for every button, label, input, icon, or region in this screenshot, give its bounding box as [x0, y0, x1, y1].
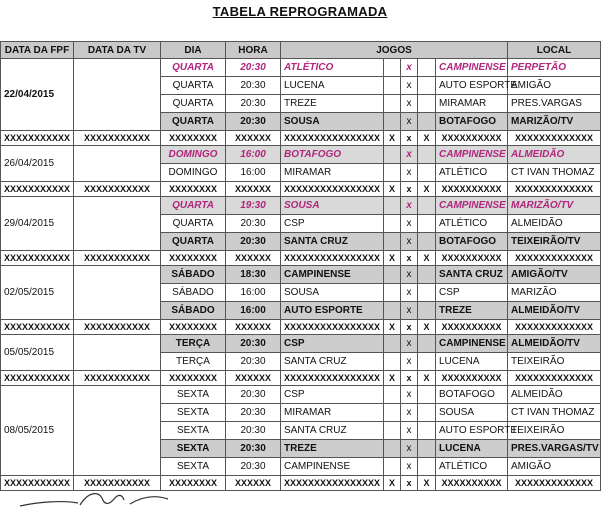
cell-placeholder: XXXXXXXXXXX: [1, 371, 74, 386]
cell-hora: 20:30: [226, 59, 281, 77]
separator-row: [1, 371, 601, 386]
cell-dia: SEXTA: [161, 386, 226, 404]
cell-versus: x: [401, 77, 418, 95]
cell-hora: 20:30: [226, 404, 281, 422]
cell-placeholder: XXXXXX: [226, 182, 281, 197]
cell-hora: 20:30: [226, 215, 281, 233]
date-fpf: 02/05/2015: [1, 266, 74, 320]
cell-placeholder: x: [401, 320, 418, 335]
cell-away-team: CAMPINENSE: [436, 146, 508, 164]
cell-local: AMIGÃO: [508, 77, 601, 95]
cell-placeholder: XXXXXXXXXXXXX: [508, 320, 601, 335]
date-tv: [74, 59, 161, 131]
cell-dia: QUARTA: [161, 113, 226, 131]
header-data-tv: DATA DA TV: [74, 42, 161, 59]
cell-dia: QUARTA: [161, 95, 226, 113]
cell-placeholder: XXXXXXXXXXX: [74, 182, 161, 197]
cell-placeholder: XXXXXXXXXXXXX: [508, 131, 601, 146]
header-row: [1, 42, 601, 59]
cell-placeholder: XXXXXXXXXXX: [1, 251, 74, 266]
table-row: [1, 266, 601, 284]
table-row: [1, 59, 601, 77]
cell-versus: x: [401, 95, 418, 113]
cell-placeholder: X: [418, 251, 436, 266]
cell-hora: 20:30: [226, 458, 281, 476]
cell-placeholder: XXXXXXXXXX: [436, 371, 508, 386]
cell-home-team: ATLÉTICO: [281, 59, 384, 77]
cell-home-team: CSP: [281, 386, 384, 404]
separator-row: [1, 320, 601, 335]
cell-hora: 20:30: [226, 335, 281, 353]
cell-away-team: MIRAMAR: [436, 95, 508, 113]
cell-local: PRES.VARGAS: [508, 95, 601, 113]
date-fpf: 26/04/2015: [1, 146, 74, 182]
cell-placeholder: x: [401, 251, 418, 266]
cell-dia: SEXTA: [161, 440, 226, 458]
table-row: [1, 197, 601, 215]
cell-home-team: SANTA CRUZ: [281, 233, 384, 251]
cell-placeholder: XXXXXXXXXXX: [1, 476, 74, 491]
cell-placeholder: X: [418, 131, 436, 146]
cell-local: MARIZÃO: [508, 284, 601, 302]
cell-placeholder: XXXXXX: [226, 371, 281, 386]
cell-placeholder: X: [418, 476, 436, 491]
cell-away-team: SOUSA: [436, 404, 508, 422]
cell-placeholder: XXXXXXXXXXX: [74, 131, 161, 146]
cell-placeholder: XXXXXX: [226, 131, 281, 146]
cell-hora: 20:30: [226, 233, 281, 251]
cell-dia: DOMINGO: [161, 146, 226, 164]
cell-home-team: MIRAMAR: [281, 164, 384, 182]
cell-local: ALMEIDÃO: [508, 386, 601, 404]
cell-dia: SEXTA: [161, 422, 226, 440]
cell-versus: x: [401, 458, 418, 476]
cell-placeholder: XXXXXXXXXXXXX: [508, 476, 601, 491]
cell-placeholder: XXXXXXXXXXXXX: [508, 371, 601, 386]
cell-hora: 16:00: [226, 146, 281, 164]
date-tv: [74, 197, 161, 251]
cell-placeholder: XXXXXX: [226, 476, 281, 491]
cell-away-team: CAMPINENSE: [436, 59, 508, 77]
cell-home-team: BOTAFOGO: [281, 146, 384, 164]
cell-home-team: AUTO ESPORTE: [281, 302, 384, 320]
separator-row: [1, 182, 601, 197]
cell-hora: 20:30: [226, 386, 281, 404]
cell-placeholder: XXXXXXXX: [161, 476, 226, 491]
cell-hora: 20:30: [226, 440, 281, 458]
date-fpf: 08/05/2015: [1, 386, 74, 476]
cell-placeholder: XXXXXXXXXXXXXXXX: [281, 251, 384, 266]
cell-placeholder: XXXXXXXXXX: [436, 131, 508, 146]
cell-placeholder: XXXXXXXXXXXXX: [508, 182, 601, 197]
cell-hora: 20:30: [226, 422, 281, 440]
cell-hora: 19:30: [226, 197, 281, 215]
cell-home-team: TREZE: [281, 440, 384, 458]
cell-placeholder: XXXXXXXXXX: [436, 476, 508, 491]
cell-placeholder: XXXXXXXX: [161, 131, 226, 146]
signature-scribble: [18, 490, 208, 509]
cell-local: ALMEIDÃO/TV: [508, 335, 601, 353]
date-fpf: 29/04/2015: [1, 197, 74, 251]
cell-placeholder: X: [418, 320, 436, 335]
header-jogos: JOGOS: [281, 42, 508, 59]
cell-placeholder: XXXXXX: [226, 320, 281, 335]
cell-dia: TERÇA: [161, 335, 226, 353]
cell-away-team: BOTAFOGO: [436, 113, 508, 131]
cell-dia: QUARTA: [161, 197, 226, 215]
cell-versus: x: [401, 353, 418, 371]
cell-home-team: SANTA CRUZ: [281, 353, 384, 371]
cell-home-team: CAMPINENSE: [281, 458, 384, 476]
cell-placeholder: x: [401, 476, 418, 491]
cell-placeholder: X: [418, 182, 436, 197]
cell-away-team: LUCENA: [436, 353, 508, 371]
cell-hora: 16:00: [226, 164, 281, 182]
cell-versus: x: [401, 284, 418, 302]
cell-placeholder: XXXXXXXX: [161, 251, 226, 266]
cell-hora: 20:30: [226, 113, 281, 131]
cell-away-team: BOTAFOGO: [436, 233, 508, 251]
cell-away-team: LUCENA: [436, 440, 508, 458]
cell-placeholder: XXXXXXXXXX: [436, 251, 508, 266]
date-tv: [74, 266, 161, 320]
cell-versus: x: [401, 404, 418, 422]
cell-dia: DOMINGO: [161, 164, 226, 182]
cell-placeholder: XXXXXXXXXXXXXXXX: [281, 182, 384, 197]
cell-hora: 18:30: [226, 266, 281, 284]
cell-versus: x: [401, 233, 418, 251]
cell-away-team: SANTA CRUZ: [436, 266, 508, 284]
header-local: LOCAL: [508, 42, 601, 59]
cell-local: ALMEIDÃO/TV: [508, 302, 601, 320]
cell-away-team: AUTO ESPORTE: [436, 422, 508, 440]
cell-home-team: CAMPINENSE: [281, 266, 384, 284]
cell-placeholder: XXXXXX: [226, 251, 281, 266]
cell-hora: 16:00: [226, 302, 281, 320]
date-fpf: 05/05/2015: [1, 335, 74, 371]
cell-local: CT IVAN THOMAZ: [508, 164, 601, 182]
cell-versus: x: [401, 164, 418, 182]
cell-placeholder: XXXXXXXXXXXXXXXX: [281, 320, 384, 335]
cell-dia: QUARTA: [161, 215, 226, 233]
cell-dia: QUARTA: [161, 59, 226, 77]
header-dia: DIA: [161, 42, 226, 59]
separator-row: [1, 131, 601, 146]
cell-home-team: LUCENA: [281, 77, 384, 95]
cell-local: TEIXEIRÃO/TV: [508, 233, 601, 251]
date-fpf: 22/04/2015: [1, 59, 74, 131]
cell-versus: x: [401, 197, 418, 215]
cell-home-team: CSP: [281, 215, 384, 233]
cell-placeholder: XXXXXXXXXX: [436, 182, 508, 197]
cell-home-team: SOUSA: [281, 284, 384, 302]
cell-local: AMIGÃO/TV: [508, 266, 601, 284]
cell-away-team: ATLÉTICO: [436, 458, 508, 476]
cell-versus: x: [401, 335, 418, 353]
cell-placeholder: XXXXXXXXXXX: [74, 320, 161, 335]
cell-placeholder: XXXXXXXXXXX: [1, 320, 74, 335]
cell-away-team: ATLÉTICO: [436, 215, 508, 233]
cell-home-team: SOUSA: [281, 197, 384, 215]
cell-dia: SÁBADO: [161, 284, 226, 302]
cell-placeholder: XXXXXXXXXXXXXXXX: [281, 371, 384, 386]
cell-placeholder: XXXXXXXXXXXXXXXX: [281, 131, 384, 146]
cell-dia: SEXTA: [161, 458, 226, 476]
cell-placeholder: X: [384, 182, 401, 197]
table-row: [1, 386, 601, 404]
cell-placeholder: X: [384, 371, 401, 386]
cell-away-team: BOTAFOGO: [436, 386, 508, 404]
header-data-fpf: DATA DA FPF: [1, 42, 74, 59]
cell-local: MARIZÃO/TV: [508, 197, 601, 215]
cell-home-team: SANTA CRUZ: [281, 422, 384, 440]
cell-local: ALMEIDÃO: [508, 215, 601, 233]
cell-versus: x: [401, 215, 418, 233]
cell-versus: x: [401, 302, 418, 320]
cell-placeholder: XXXXXXXXXXX: [74, 371, 161, 386]
cell-hora: 20:30: [226, 353, 281, 371]
cell-dia: SEXTA: [161, 404, 226, 422]
cell-placeholder: x: [401, 371, 418, 386]
cell-local: AMIGÃO: [508, 458, 601, 476]
cell-placeholder: X: [384, 131, 401, 146]
cell-away-team: AUTO ESPORTE: [436, 77, 508, 95]
cell-home-team: CSP: [281, 335, 384, 353]
cell-placeholder: XXXXXXXX: [161, 371, 226, 386]
date-tv: [74, 386, 161, 476]
cell-placeholder: X: [384, 476, 401, 491]
cell-hora: 20:30: [226, 77, 281, 95]
cell-placeholder: XXXXXXXXXXX: [74, 476, 161, 491]
schedule-table: [0, 41, 601, 491]
cell-local: PERPETÃO: [508, 59, 601, 77]
cell-placeholder: XXXXXXXXXXX: [74, 251, 161, 266]
cell-placeholder: XXXXXXXX: [161, 320, 226, 335]
date-tv: [74, 146, 161, 182]
cell-home-team: SOUSA: [281, 113, 384, 131]
cell-dia: TERÇA: [161, 353, 226, 371]
header-hora: HORA: [226, 42, 281, 59]
cell-local: TEIXEIRÃO: [508, 422, 601, 440]
cell-hora: 20:30: [226, 95, 281, 113]
page-title: TABELA REPROGRAMADA: [212, 4, 388, 19]
cell-versus: x: [401, 440, 418, 458]
cell-versus: x: [401, 266, 418, 284]
cell-hora: 16:00: [226, 284, 281, 302]
separator-row: [1, 251, 601, 266]
cell-placeholder: x: [401, 131, 418, 146]
cell-placeholder: X: [384, 320, 401, 335]
cell-placeholder: x: [401, 182, 418, 197]
cell-local: CT IVAN THOMAZ: [508, 404, 601, 422]
cell-away-team: ATLÉTICO: [436, 164, 508, 182]
cell-local: MARIZÃO/TV: [508, 113, 601, 131]
cell-away-team: CAMPINENSE: [436, 197, 508, 215]
cell-dia: QUARTA: [161, 233, 226, 251]
cell-versus: x: [401, 422, 418, 440]
cell-versus: x: [401, 113, 418, 131]
separator-row: [1, 476, 601, 491]
cell-dia: SÁBADO: [161, 266, 226, 284]
cell-away-team: CSP: [436, 284, 508, 302]
cell-placeholder: XXXXXXXXXX: [436, 320, 508, 335]
cell-placeholder: X: [418, 371, 436, 386]
cell-placeholder: XXXXXXXXXXX: [1, 182, 74, 197]
cell-placeholder: XXXXXXXX: [161, 182, 226, 197]
cell-placeholder: XXXXXXXXXXX: [1, 131, 74, 146]
cell-local: ALMEIDÃO: [508, 146, 601, 164]
cell-home-team: TREZE: [281, 95, 384, 113]
cell-local: PRES.VARGAS/TV: [508, 440, 601, 458]
cell-versus: x: [401, 146, 418, 164]
cell-versus: x: [401, 386, 418, 404]
cell-home-team: MIRAMAR: [281, 404, 384, 422]
cell-versus: x: [401, 59, 418, 77]
table-row: [1, 146, 601, 164]
date-tv: [74, 335, 161, 371]
cell-away-team: TREZE: [436, 302, 508, 320]
cell-away-team: CAMPINENSE: [436, 335, 508, 353]
cell-dia: SÁBADO: [161, 302, 226, 320]
cell-local: TEIXEIRÃO: [508, 353, 601, 371]
cell-placeholder: XXXXXXXXXXXXX: [508, 251, 601, 266]
cell-placeholder: X: [384, 251, 401, 266]
table-row: [1, 335, 601, 353]
cell-placeholder: XXXXXXXXXXXXXXXX: [281, 476, 384, 491]
cell-dia: QUARTA: [161, 77, 226, 95]
